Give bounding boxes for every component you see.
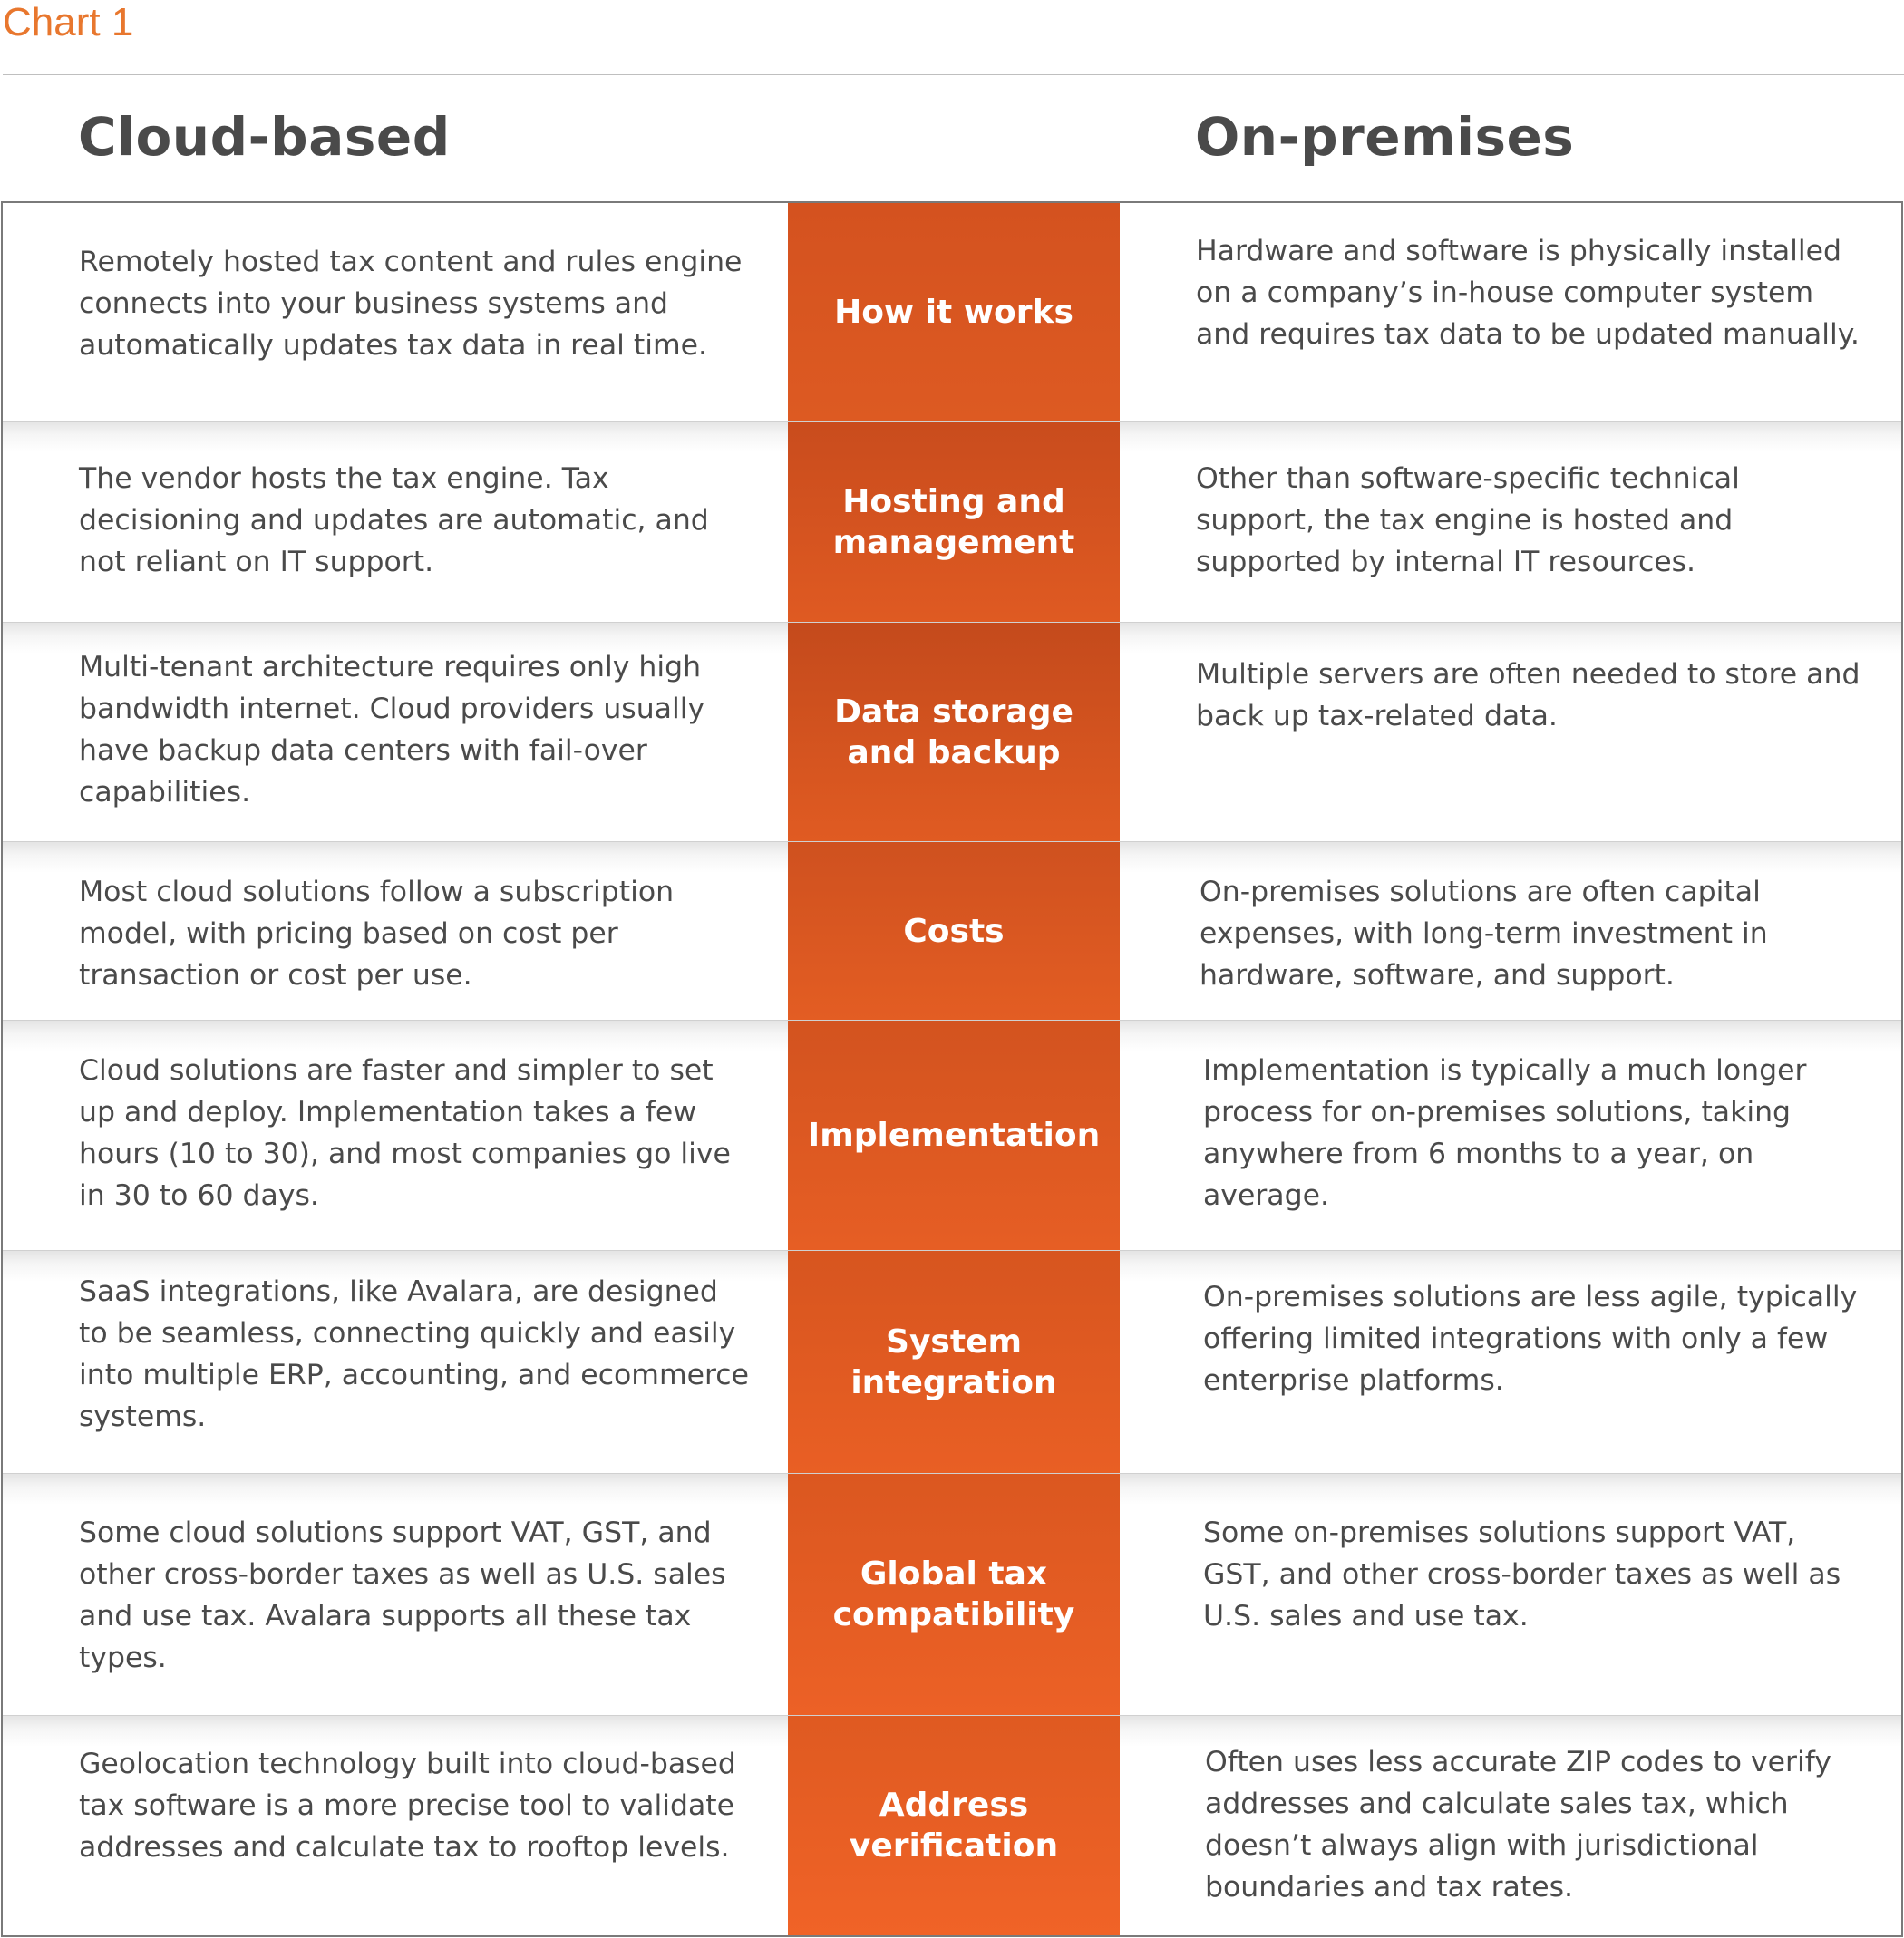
table-row <box>3 622 1901 841</box>
table-row <box>3 841 1901 1020</box>
category-label: Implementation <box>788 1021 1120 1250</box>
cloud-description: The vendor hosts the tax engine. Tax decisioning and updates are automatic, and not reliant on IT support. <box>79 462 709 578</box>
table-row <box>3 1715 1901 1935</box>
column-title-onprem: On-premises <box>1195 106 1575 168</box>
top-divider <box>3 74 1904 75</box>
table-row <box>3 1020 1901 1250</box>
category-label: How it works <box>788 203 1120 421</box>
table-row <box>3 1473 1901 1715</box>
cloud-description: SaaS integrations, like Avalara, are designed to be seamless, connecting quickly and easily into multiple ERP, accounting, and ecommerce systems. <box>79 1275 749 1433</box>
onprem-description: On-premises solutions are less agile, typically offering limited integrations with only a few enterprise platforms. <box>1203 1281 1858 1397</box>
table-row <box>3 421 1901 622</box>
onprem-description: Other than software-specific technical support, the tax engine is hosted and supported by internal IT resources. <box>1196 462 1740 578</box>
category-label: Costs <box>788 842 1120 1020</box>
onprem-description: Often uses less accurate ZIP codes to verify addresses and calculate sales tax, which doesn’t always align with jurisdictional boundaries and tax rates. <box>1205 1746 1831 1904</box>
chart-label: Chart 1 <box>3 0 134 44</box>
column-title-cloud: Cloud-based <box>78 106 451 168</box>
cloud-description: Multi-tenant architecture requires only high bandwidth internet. Cloud providers usually have backup data centers with fail-over capabilities. <box>79 651 705 809</box>
table-row <box>3 1250 1901 1473</box>
onprem-description: On-premises solutions are often capital expenses, with long-term investment in hardware, software, and support. <box>1200 876 1768 992</box>
cloud-description: Cloud solutions are faster and simpler to set up and deploy. Implementation takes a few hours (10 to 30), and most companies go live in 30 to 60 days. <box>79 1054 731 1212</box>
table-row <box>3 203 1901 421</box>
category-label: Hosting and management <box>788 422 1120 622</box>
cloud-description: Most cloud solutions follow a subscription model, with pricing based on cost per transaction or cost per use. <box>79 876 675 992</box>
onprem-description: Hardware and software is physically installed on a company’s in-house computer system and requires tax data to be updated manually. <box>1196 235 1860 351</box>
category-label: System integration <box>788 1251 1120 1473</box>
onprem-description: Implementation is typically a much longer process for on-premises solutions, taking anywhere from 6 months to a year, on average. <box>1203 1054 1807 1212</box>
cloud-description: Some cloud solutions support VAT, GST, and other cross-border taxes as well as U.S. sales and use tax. Avalara supports all these tax types. <box>79 1516 726 1674</box>
cloud-description: Geolocation technology built into cloud-based tax software is a more precise tool to validate addresses and calculate tax to rooftop levels. <box>79 1748 736 1864</box>
category-label: Global tax compatibility <box>788 1474 1120 1715</box>
comparison-table <box>1 201 1903 1937</box>
category-label: Address verification <box>788 1716 1120 1935</box>
category-label: Data storage and backup <box>788 623 1120 841</box>
onprem-description: Multiple servers are often needed to store and back up tax-related data. <box>1196 658 1860 732</box>
cloud-description: Remotely hosted tax content and rules engine connects into your business systems and automatically updates tax data in real time. <box>79 246 743 362</box>
onprem-description: Some on-premises solutions support VAT, GST, and other cross-border taxes as well as U.S. sales and use tax. <box>1203 1516 1841 1633</box>
